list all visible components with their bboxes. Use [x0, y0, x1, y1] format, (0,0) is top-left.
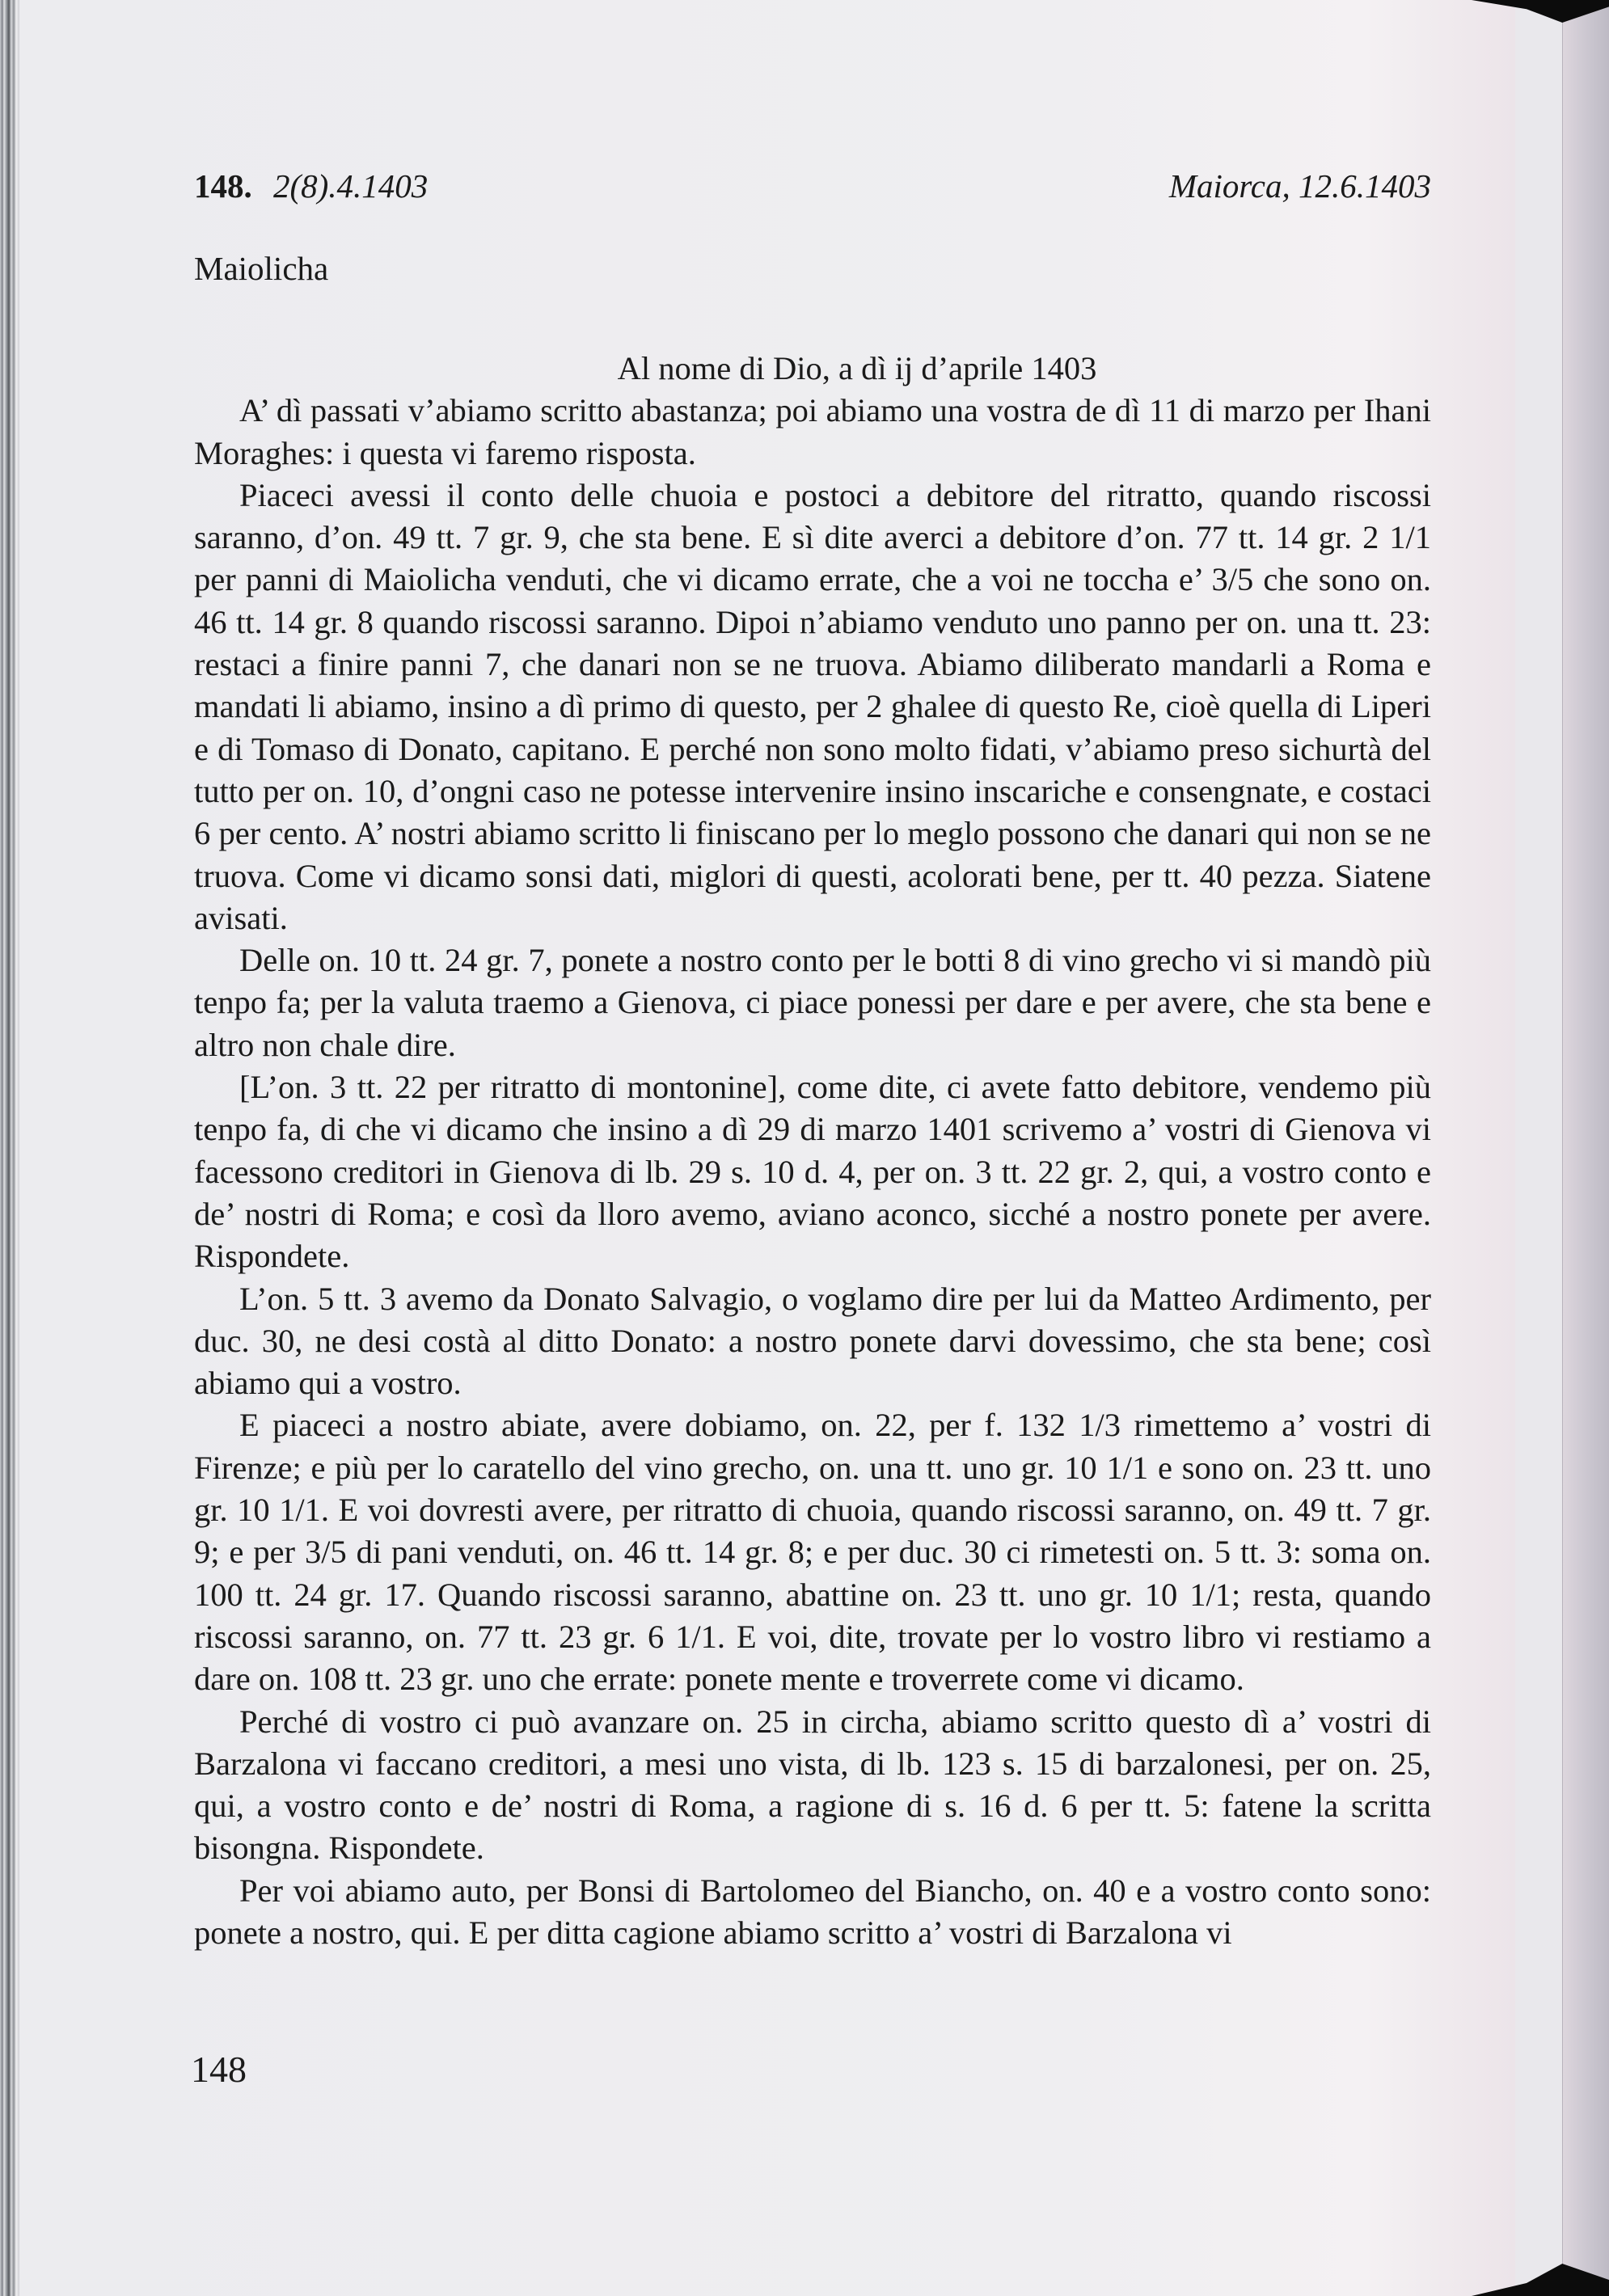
received-date: 12.6.1403 — [1299, 167, 1431, 205]
paragraph: Per voi abiamo auto, per Bonsi di Bartolomeo del Biancho, on. 40 e a vostro conto sono: ponete a nostro, qui. E per ditta cagione abiamo scritto a’ vostri di Barzalona vi — [194, 1872, 1431, 1951]
paragraph: L’on. 5 tt. 3 avemo da Donato Salvagio, o voglamo dire per lui da Matteo Ardimento, per duc. 30, ne desi costà al ditto Donato: a nostro ponete darvi dovessimo, che sta bene; così abiamo qui a vostro. — [194, 1280, 1431, 1402]
letter-date: 2(8).4.1403 — [273, 167, 429, 205]
letter-received — [1169, 162, 1431, 210]
book-binding-edge — [0, 0, 19, 2296]
paragraph: Piaceci avessi il conto delle chuoia e postoci a debitore del ritratto, quando riscossi saranno, d’on. 49 tt. 7 gr. 9, che sta bene. E sì dite averci a debitore d’on. 77 tt. 14 gr. 2 1/1 per panni di Maiolicha venduti, che vi dicamo errate, che a voi ne toccha e’ 3/5 che sono on. 46 tt. 14 gr. 8 quando riscossi saranno. Dipoi n’abiamo venduto uno panno per on. una tt. 23: restaci a finire panni 7, che danari non se ne truova. Abiamo diliberato mandarli a Roma e mandati li abiamo, insino a dì primo di questo, per 2 ghalee di questo Re, cioè quella di Liperi e di Tomaso di Donato, capitano. E perché non sono molto fidati, v’abiamo preso sichurtà del tutto per on. 10, d’ongni caso ne potesse intervenire insino inscariche e consengnate, e costaci 6 per cento. A’ nostri abiamo scritto li finiscano per lo meglo possono che danari qui non se ne truova. Come vi dicamo sonsi dati, miglori di questi, acolorati bene, per tt. 40 pezza. Siatene avisati. — [194, 476, 1431, 936]
letter-recipient: Maiolicha — [194, 250, 329, 287]
letter-salutation: Al nome di Dio, a dì ij d’aprile 1403 — [617, 350, 1097, 386]
paragraph: Delle on. 10 tt. 24 gr. 7, ponete a nostro conto per le botti 8 di vino grecho vi si mandò più tenpo fa; per la valuta traemo a Gienova, ci piace ponessi per dare e per avere, che sta bene e altro non chale dire. — [194, 942, 1431, 1063]
letter-number: 148. — [194, 167, 252, 205]
received-place: Maiorca, — [1168, 167, 1290, 205]
letter-header — [194, 162, 1431, 210]
next-page-curl — [1562, 0, 1609, 2296]
paragraph: A’ dì passati v’abiamo scritto abastanza; poi abiamo una vostra de dì 11 di marzo per Ihani Moraghes: i questa vi faremo risposta. — [194, 392, 1431, 471]
paragraph: [L’on. 3 tt. 22 per ritratto di montonine], come dite, ci avete fatto debitore, vendemo più tenpo fa, di che vi dicamo che insino a dì 29 di marzo 1401 scrivemo a’ vostri di Gienova vi facessono creditori in Gienova di lb. 29 s. 10 d. 4, per on. 3 tt. 22 gr. 2, qui, a vostro conto e de’ nostri di Roma; e così da lloro avemo, aviano aconco, sicché a nostro ponete per avere. Rispondete. — [194, 1069, 1431, 1275]
page-number: 148 — [191, 2049, 247, 2090]
paragraph: E piaceci a nostro abiate, avere dobiamo, on. 22, per f. 132 1/3 rimettemo a’ vostri di Firenze; e più per lo caratello del vino grecho, on. una tt. uno gr. 10 1/1 e sono on. 23 tt. uno gr. 10 1/1. E voi dovresti avere, per ritratto di chuoia, quando riscossi saranno, on. 49 tt. 7 gr. 9; e per 3/5 di pani venduti, on. 46 tt. 14 gr. 8; e per duc. 30 ci rimetesti on. 5 tt. 3: soma on. 100 tt. 24 gr. 17. Quando riscossi saranno, abattine on. 23 tt. uno gr. 10 1/1; resta, quando riscossi saranno, on. 77 tt. 23 gr. 6 1/1. E voi, dite, trovate per lo vostro libro vi restiamo a dare on. 108 tt. 23 gr. uno che errate: ponete mente e troverrete come vi dicamo. — [194, 1407, 1431, 1698]
letter-body — [194, 348, 1431, 1954]
paragraph: Perché di vostro ci può avanzare on. 25 in circha, abiamo scritto questo dì a’ vostri di Barzalona vi faccano creditori, a mesi uno vista, di lb. 123 s. 15 di barzalonesi, per on. 25, qui, a vostro conto e de’ nostri di Roma, a ragione di s. 16 d. 6 per tt. 5: fatene la scritta bisongna. Rispondete. — [194, 1703, 1431, 1867]
